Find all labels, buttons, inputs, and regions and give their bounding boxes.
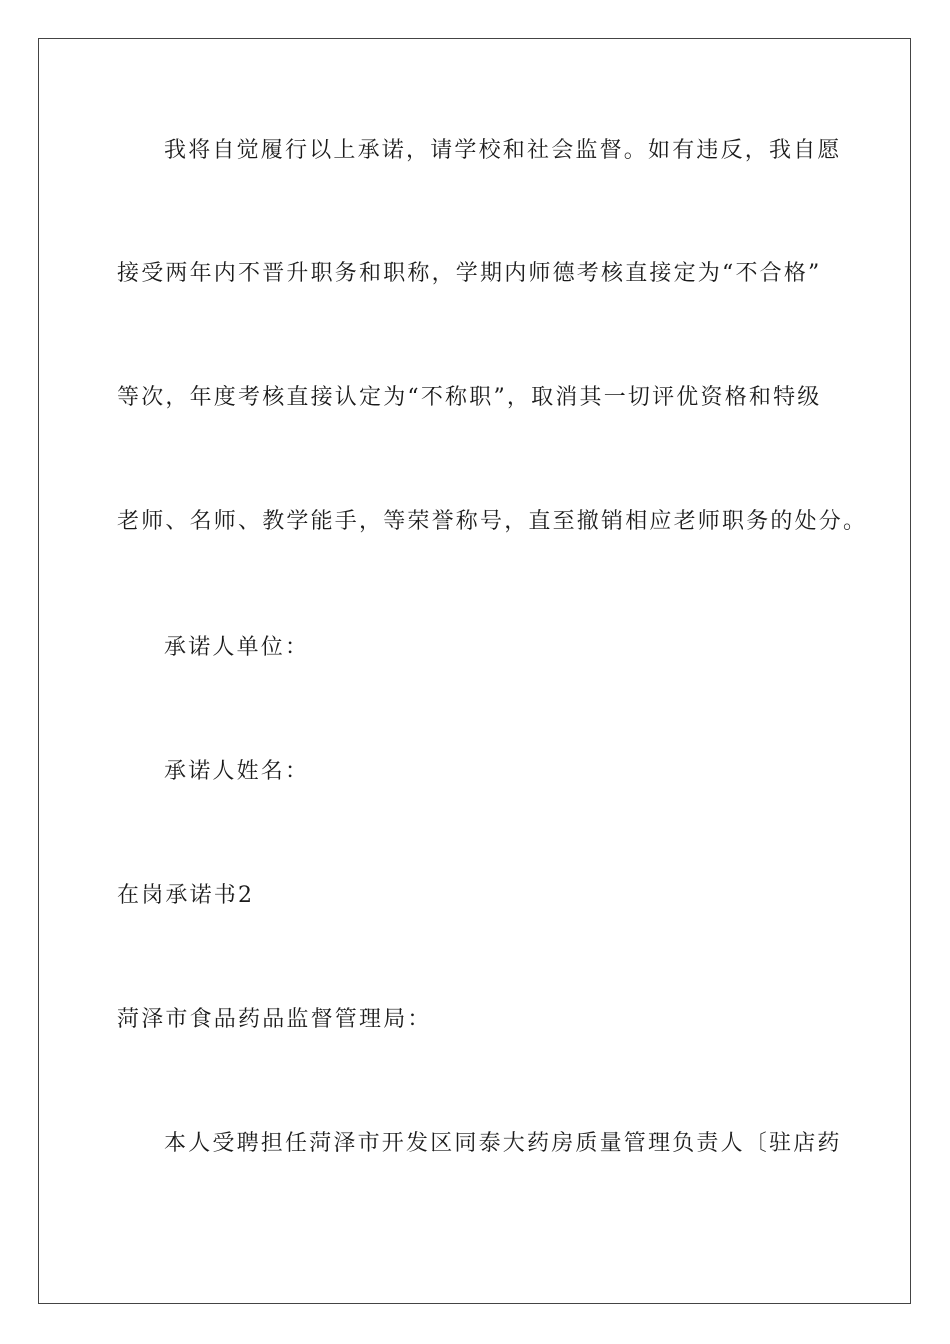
section-title: 在岗承诺书2 <box>117 883 255 908</box>
paragraph-line: 接受两年内不晋升职务和职称，学期内师德考核直接定为“不合格” <box>117 261 822 286</box>
promisor-unit-label: 承诺人单位： <box>164 635 310 660</box>
promisor-name-label: 承诺人姓名： <box>164 759 310 784</box>
paragraph-line: 等次，年度考核直接认定为“不称职”，取消其一切评优资格和特级 <box>117 385 822 410</box>
paragraph-line: 我将自觉履行以上承诺，请学校和社会监督。如有违反，我自愿 <box>164 138 842 163</box>
page-frame <box>38 38 911 1304</box>
paragraph-line: 本人受聘担任菏泽市开发区同泰大药房质量管理负责人〔驻店药 <box>164 1131 842 1156</box>
addressee: 菏泽市食品药品监督管理局： <box>117 1007 432 1032</box>
paragraph-line: 老师、名师、教学能手，等荣誉称号，直至撤销相应老师职务的处分。 <box>117 509 868 534</box>
